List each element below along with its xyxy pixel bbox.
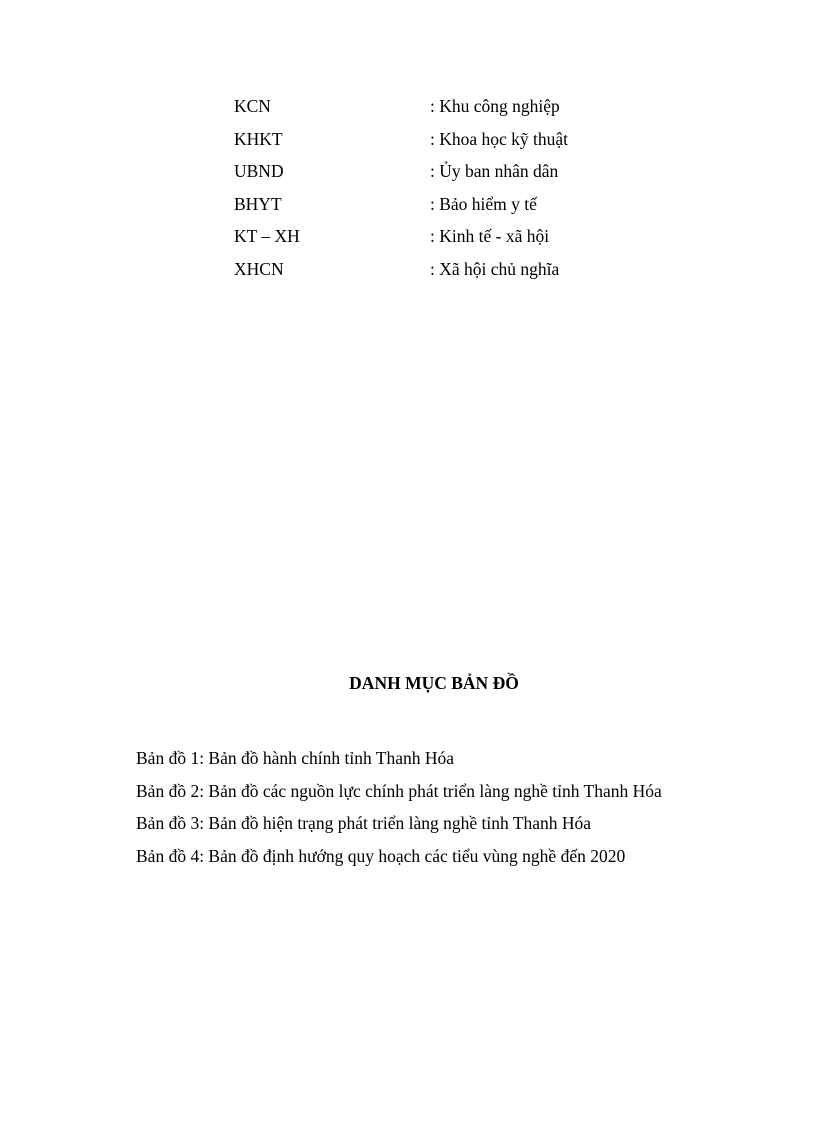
map-list-item: Bản đồ 3: Bản đồ hiện trạng phát triển làng nghề tỉnh Thanh Hóa: [136, 813, 592, 833]
map-list-heading: DANH MỤC BẢN ĐỒ: [349, 673, 519, 693]
abbreviation-term: BHYT: [234, 193, 282, 214]
abbreviation-row: [234, 156, 714, 189]
abbreviation-term: KT – XH: [234, 226, 300, 246]
map-list-item: Bản đồ 4: Bản đồ định hướng quy hoạch các tiểu vùng nghề đến 2020: [136, 845, 626, 866]
abbreviation-term: KCN: [234, 96, 271, 116]
abbreviation-definition: : Ủy ban nhân dân: [430, 161, 559, 181]
abbreviation-term: KHKT: [234, 128, 283, 149]
abbreviation-term: XHCN: [234, 258, 284, 279]
abbreviation-row: [234, 124, 714, 157]
abbreviation-definition: : Bảo hiểm y tế: [430, 193, 537, 214]
map-list-item: Bản đồ 1: Bản đồ hành chính tỉnh Thanh Hóa: [136, 748, 455, 768]
map-list-item: Bản đồ 2: Bản đồ các nguồn lực chính phát triển làng nghề tỉnh Thanh Hóa: [136, 780, 662, 801]
abbreviation-definition: : Xã hội chủ nghĩa: [430, 258, 560, 279]
abbreviation-row: [234, 91, 714, 124]
abbreviation-row: [234, 189, 714, 222]
abbreviation-definition: : Khu công nghiệp: [430, 96, 560, 116]
abbreviation-row: [234, 221, 714, 254]
abbreviation-term: UBND: [234, 161, 284, 181]
abbreviation-row: [234, 254, 714, 287]
abbreviation-list: [234, 91, 714, 286]
map-list: [136, 743, 776, 873]
abbreviation-definition: : Khoa học kỹ thuật: [430, 128, 569, 149]
abbreviation-definition: : Kinh tế - xã hội: [430, 226, 550, 246]
